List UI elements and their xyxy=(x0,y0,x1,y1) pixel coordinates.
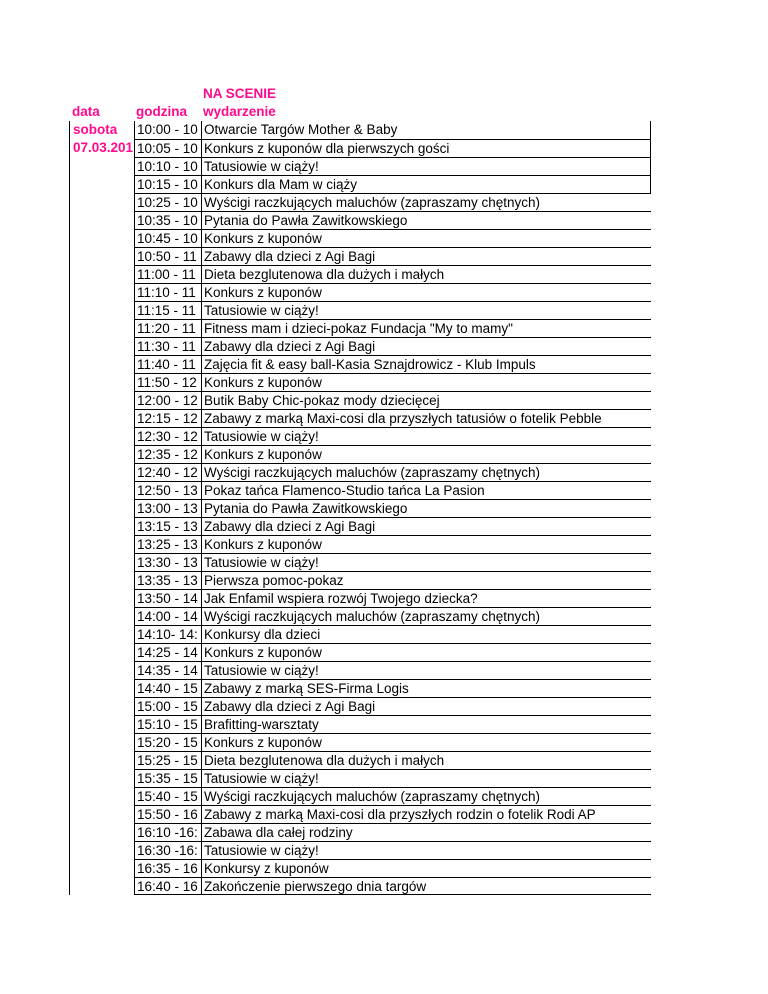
empty-cell xyxy=(69,571,134,589)
table-row xyxy=(69,157,651,175)
event-cell: Tatusiowie w ciąży! xyxy=(201,553,651,571)
table-row xyxy=(69,841,651,859)
empty-cell xyxy=(69,787,134,805)
schedule-sheet xyxy=(69,85,651,895)
event-cell: Konkurs z kuponów xyxy=(201,445,651,463)
column-header-date: data xyxy=(72,104,100,119)
empty-cell xyxy=(69,319,134,337)
table-row xyxy=(69,247,651,265)
table-row xyxy=(69,409,651,427)
time-cell: 13:50 - 14 xyxy=(134,589,201,607)
table-row xyxy=(69,499,651,517)
event-cell: Wyścigi raczkujących maluchów (zapraszamy chętnych) xyxy=(201,193,651,211)
empty-cell xyxy=(69,229,134,247)
time-cell: 13:00 - 13 xyxy=(134,499,201,517)
time-cell: 10:25 - 10 xyxy=(134,193,201,211)
time-cell: 16:10 -16: xyxy=(134,823,201,841)
empty-cell xyxy=(69,805,134,823)
event-cell: Konkurs z kuponów xyxy=(201,373,651,391)
empty-cell xyxy=(69,247,134,265)
table-row xyxy=(69,445,651,463)
event-cell: Zabawy z marką Maxi-cosi dla przyszłych tatusiów o fotelik Pebble xyxy=(201,409,651,427)
table-row xyxy=(69,175,651,193)
table-row xyxy=(69,679,651,697)
event-cell: Jak Enfamil wspiera rozwój Twojego dziecka? xyxy=(201,589,651,607)
table-row xyxy=(69,571,651,589)
time-cell: 16:40 - 16 xyxy=(134,877,201,895)
table-row xyxy=(69,229,651,247)
empty-cell xyxy=(69,589,134,607)
day-date: 07.03.201 xyxy=(69,139,134,157)
empty-cell xyxy=(69,409,134,427)
empty-cell xyxy=(69,157,134,175)
time-cell: 11:10 - 11 xyxy=(134,283,201,301)
event-cell: Zabawy dla dzieci z Agi Bagi xyxy=(201,517,651,535)
event-cell: Zabawa dla całej rodziny xyxy=(201,823,651,841)
empty-cell xyxy=(69,841,134,859)
empty-cell xyxy=(69,337,134,355)
empty-cell xyxy=(69,661,134,679)
empty-cell xyxy=(69,463,134,481)
time-cell: 13:25 - 13 xyxy=(134,535,201,553)
empty-cell xyxy=(69,715,134,733)
event-cell: Konkurs z kuponów xyxy=(201,229,651,247)
time-cell: 10:15 - 10 xyxy=(134,175,201,193)
event-cell: Wyścigi raczkujących maluchów (zapraszamy chętnych) xyxy=(201,607,651,625)
table-row xyxy=(69,517,651,535)
time-cell: 14:35 - 14 xyxy=(134,661,201,679)
schedule-rows xyxy=(69,121,651,895)
event-cell: Zabawy dla dzieci z Agi Bagi xyxy=(201,247,651,265)
empty-cell xyxy=(69,607,134,625)
event-cell: Zabawy dla dzieci z Agi Bagi xyxy=(201,697,651,715)
event-cell: Zakończenie pierwszego dnia targów xyxy=(201,877,651,895)
table-row xyxy=(69,661,651,679)
time-cell: 10:00 - 10 xyxy=(134,121,201,139)
event-cell: Konkursy z kuponów xyxy=(201,859,651,877)
time-cell: 14:40 - 15 xyxy=(134,679,201,697)
time-cell: 12:50 - 13 xyxy=(134,481,201,499)
event-cell: Butik Baby Chic-pokaz mody dziecięcej xyxy=(201,391,651,409)
event-cell: Tatusiowie w ciąży! xyxy=(201,157,651,175)
time-cell: 10:45 - 10 xyxy=(134,229,201,247)
table-row xyxy=(69,427,651,445)
table-row xyxy=(69,607,651,625)
time-cell: 15:35 - 15 xyxy=(134,769,201,787)
empty-cell xyxy=(69,769,134,787)
column-header-event: wydarzenie xyxy=(203,104,276,119)
empty-cell xyxy=(69,697,134,715)
event-cell: Konkurs dla Mam w ciąży xyxy=(201,175,651,193)
table-row xyxy=(69,301,651,319)
time-cell: 13:35 - 13 xyxy=(134,571,201,589)
event-cell: Konkursy dla dzieci xyxy=(201,625,651,643)
time-cell: 15:10 - 15 xyxy=(134,715,201,733)
time-cell: 10:35 - 10 xyxy=(134,211,201,229)
time-cell: 11:30 - 11 xyxy=(134,337,201,355)
event-cell: Tatusiowie w ciąży! xyxy=(201,661,651,679)
time-cell: 14:10- 14: xyxy=(134,625,201,643)
empty-cell xyxy=(69,427,134,445)
empty-cell xyxy=(69,751,134,769)
table-row xyxy=(69,715,651,733)
event-cell: Zabawy z marką SES-Firma Logis xyxy=(201,679,651,697)
empty-cell xyxy=(69,823,134,841)
time-cell: 16:30 -16: xyxy=(134,841,201,859)
time-cell: 10:10 - 10 xyxy=(134,157,201,175)
table-row xyxy=(69,193,651,211)
column-header-row xyxy=(69,103,651,121)
empty-cell xyxy=(69,391,134,409)
event-cell: Dieta bezglutenowa dla dużych i małych xyxy=(201,265,651,283)
empty-cell xyxy=(69,265,134,283)
event-cell: Konkurs z kuponów dla pierwszych gości xyxy=(201,139,651,157)
empty-cell xyxy=(69,553,134,571)
event-cell: Konkurs z kuponów xyxy=(201,283,651,301)
table-row xyxy=(69,139,651,157)
time-cell: 14:00 - 14 xyxy=(134,607,201,625)
table-row xyxy=(69,319,651,337)
table-row xyxy=(69,121,651,139)
empty-cell xyxy=(134,85,201,103)
column-header-time: godzina xyxy=(136,104,187,119)
time-cell: 15:50 - 16 xyxy=(134,805,201,823)
time-cell: 11:50 - 12 xyxy=(134,373,201,391)
empty-cell xyxy=(69,301,134,319)
table-row xyxy=(69,265,651,283)
table-row xyxy=(69,625,651,643)
time-cell: 11:00 - 11 xyxy=(134,265,201,283)
empty-cell xyxy=(69,373,134,391)
event-cell: Tatusiowie w ciąży! xyxy=(201,301,651,319)
time-cell: 10:50 - 11 xyxy=(134,247,201,265)
time-cell: 15:40 - 15 xyxy=(134,787,201,805)
table-row xyxy=(69,877,651,895)
table-row xyxy=(69,823,651,841)
empty-cell xyxy=(69,679,134,697)
event-cell: Zabawy z marką Maxi-cosi dla przyszłych rodzin o fotelik Rodi AP xyxy=(201,805,651,823)
table-row xyxy=(69,787,651,805)
time-cell: 13:15 - 13 xyxy=(134,517,201,535)
table-row xyxy=(69,391,651,409)
stage-title: NA SCENIE xyxy=(203,86,277,101)
time-cell: 15:00 - 15 xyxy=(134,697,201,715)
event-cell: Pytania do Pawła Zawitkowskiego xyxy=(201,499,651,517)
table-row xyxy=(69,805,651,823)
table-row xyxy=(69,211,651,229)
table-row xyxy=(69,769,651,787)
table-row xyxy=(69,859,651,877)
event-cell: Wyścigi raczkujących maluchów (zapraszamy chętnych) xyxy=(201,463,651,481)
stage-header-row xyxy=(69,85,651,103)
time-cell: 16:35 - 16 xyxy=(134,859,201,877)
empty-cell xyxy=(69,625,134,643)
empty-cell xyxy=(69,481,134,499)
event-cell: Tatusiowie w ciąży! xyxy=(201,427,651,445)
event-cell: Brafitting-warsztaty xyxy=(201,715,651,733)
time-cell: 12:35 - 12 xyxy=(134,445,201,463)
table-row xyxy=(69,355,651,373)
event-cell: Konkurs z kuponów xyxy=(201,643,651,661)
empty-cell xyxy=(69,643,134,661)
table-row xyxy=(69,643,651,661)
time-cell: 12:15 - 12 xyxy=(134,409,201,427)
table-row xyxy=(69,535,651,553)
event-cell: Wyścigi raczkujących maluchów (zapraszamy chętnych) xyxy=(201,787,651,805)
event-cell: Zajęcia fit & easy ball-Kasia Sznajdrowicz - Klub Impuls xyxy=(201,355,651,373)
table-row xyxy=(69,463,651,481)
time-cell: 14:25 - 14 xyxy=(134,643,201,661)
event-cell: Otwarcie Targów Mother & Baby xyxy=(201,121,651,139)
table-row xyxy=(69,283,651,301)
empty-cell xyxy=(69,85,134,103)
time-cell: 12:40 - 12 xyxy=(134,463,201,481)
event-cell: Tatusiowie w ciąży! xyxy=(201,841,651,859)
table-row xyxy=(69,697,651,715)
time-cell: 15:25 - 15 xyxy=(134,751,201,769)
empty-cell xyxy=(69,499,134,517)
table-row xyxy=(69,553,651,571)
table-row xyxy=(69,373,651,391)
table-row xyxy=(69,751,651,769)
time-cell: 13:30 - 13 xyxy=(134,553,201,571)
time-cell: 11:40 - 11 xyxy=(134,355,201,373)
event-cell: Dieta bezglutenowa dla dużych i małych xyxy=(201,751,651,769)
empty-cell xyxy=(69,535,134,553)
time-cell: 15:20 - 15 xyxy=(134,733,201,751)
empty-cell xyxy=(69,877,134,895)
time-cell: 11:15 - 11 xyxy=(134,301,201,319)
empty-cell xyxy=(69,517,134,535)
time-cell: 12:30 - 12 xyxy=(134,427,201,445)
event-cell: Tatusiowie w ciąży! xyxy=(201,769,651,787)
empty-cell xyxy=(69,355,134,373)
empty-cell xyxy=(69,859,134,877)
table-row xyxy=(69,589,651,607)
empty-cell xyxy=(69,193,134,211)
event-cell: Pytania do Pawła Zawitkowskiego xyxy=(201,211,651,229)
empty-cell xyxy=(69,283,134,301)
day-name: sobota xyxy=(69,121,134,139)
table-row xyxy=(69,733,651,751)
time-cell: 11:20 - 11 xyxy=(134,319,201,337)
empty-cell xyxy=(69,733,134,751)
event-cell: Pokaz tańca Flamenco-Studio tańca La Pasion xyxy=(201,481,651,499)
table-row xyxy=(69,337,651,355)
empty-cell xyxy=(69,211,134,229)
time-cell: 10:05 - 10 xyxy=(134,139,201,157)
time-cell: 12:00 - 12 xyxy=(134,391,201,409)
event-cell: Fitness mam i dzieci-pokaz Fundacja "My to mamy" xyxy=(201,319,651,337)
event-cell: Konkurs z kuponów xyxy=(201,733,651,751)
event-cell: Pierwsza pomoc-pokaz xyxy=(201,571,651,589)
event-cell: Konkurs z kuponów xyxy=(201,535,651,553)
event-cell: Zabawy dla dzieci z Agi Bagi xyxy=(201,337,651,355)
empty-cell xyxy=(69,445,134,463)
table-row xyxy=(69,481,651,499)
empty-cell xyxy=(69,175,134,193)
